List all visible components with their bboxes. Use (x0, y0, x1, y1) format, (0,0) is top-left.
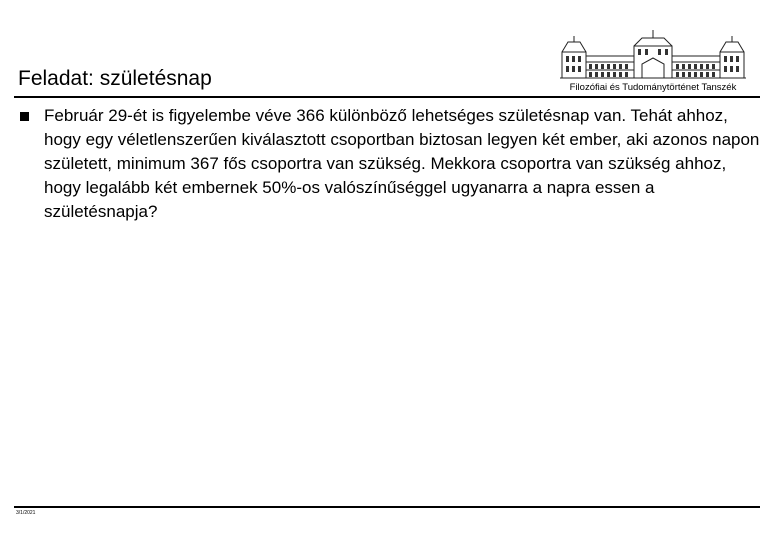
footer-date: 3/1/2021 (16, 510, 36, 516)
university-building-icon (558, 28, 748, 82)
footer-divider (14, 506, 760, 508)
slide-title: Feladat: születésnap (18, 67, 212, 90)
department-logo (558, 28, 748, 96)
logo-caption: Filozófiai és Tudománytörténet Tanszék (569, 82, 737, 93)
slide-body-text: Február 29-ét is figyelembe véve 366 különböző lehetséges születésnap van. Tehát ahhoz, hogy egy véletlenszerűen kiválasztott csoportban biztosan legyen két ember, aki azonos napon született, minimum 367 fős csoportra van szükség. Mekkora csoportra van szükség ahhoz, hogy legalább két embernek 50%-os valószínűséggel ugyanarra a napra essen a születésnapja? (44, 106, 760, 221)
square-bullet-icon (20, 112, 29, 121)
title-divider (14, 96, 760, 98)
